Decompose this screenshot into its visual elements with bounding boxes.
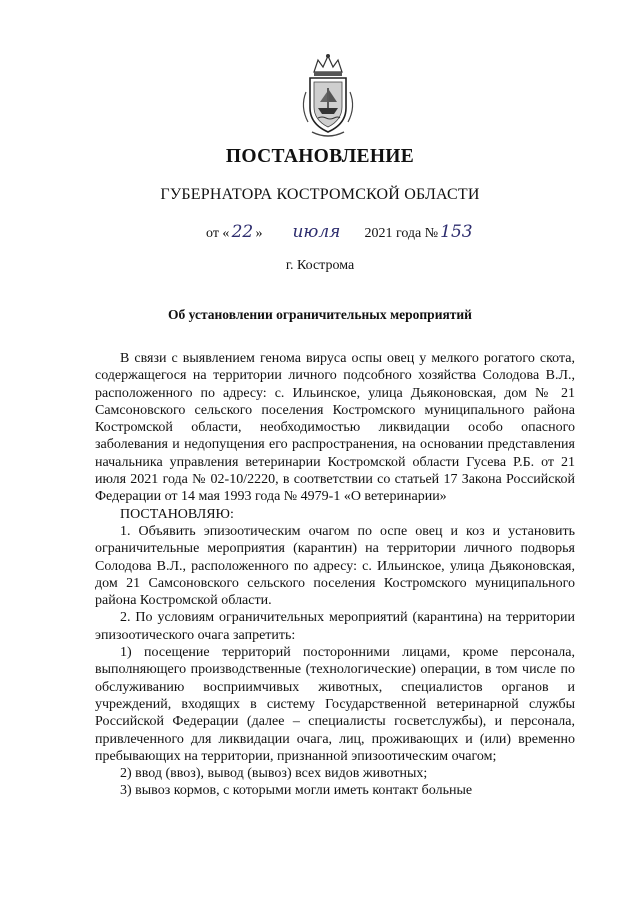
document-number-handwritten: 153	[440, 222, 473, 242]
date-prefix: от «	[206, 226, 230, 241]
date-year-text: 2021 года №	[364, 226, 439, 241]
document-date-line	[206, 222, 473, 242]
date-month-handwritten: июля	[292, 222, 341, 242]
subclause-1-paragraph: 1) посещение территорий посторонними лицами, кроме персонала, выполняющего производственные (технологические) операции, в том числе по обслуживанию восприимчивых животных, специалистов органов и учреждений, входящих в систему Государственной ветеринарной службы Российской Федерации (далее – специалисты госветслужбы), и персонала, привлеченного для ликвидации очага, лиц, проживающих и (или) временно пребывающих на территории, признанной эпизоотическим очагом;	[95, 645, 575, 764]
document-city: г. Кострома	[285, 258, 355, 273]
clause-2-paragraph: 2. По условиям ограничительных мероприятий (карантина) на территории эпизоотического очага запретить:	[95, 610, 575, 643]
document-subtitle: ГУБЕРНАТОРА КОСТРОМСКОЙ ОБЛАСТИ	[160, 186, 480, 203]
coat-of-arms-emblem	[296, 52, 360, 142]
decree-word: ПОСТАНОВЛЯЮ:	[120, 506, 234, 522]
preamble-paragraph: В связи с выявлением генома вируса оспы овец у мелкого рогатого скота, содержащегося на территории личного подсобного хозяйства Солодова В.Л., расположенного по адресу: с. Ильинское, улица Дьяконовская, дом № 21 Самсоновского сельского поселения Костромского муниципального района Костромской области, необходимостью ликвидации особо опасного заболевания и недопущения его распространения, на основании представления начальника управления ветеринарии Костромской области Гусева Р.Б. от 21 июля 2021 года № 02-10/2220, в соответствии со статьей 17 Закона Российской Федерации от 14 мая 1993 года № 4979-1 «О ветеринарии»	[95, 351, 575, 505]
document-heading: Об установлении ограничительных мероприятий	[168, 307, 472, 322]
date-day-suffix: »	[255, 226, 263, 241]
subclause-2-paragraph: 2) ввод (ввоз), вывод (вывоз) всех видов животных;	[120, 766, 428, 782]
document-title: ПОСТАНОВЛЕНИЕ	[225, 146, 415, 167]
date-day-handwritten: 22	[231, 222, 254, 242]
clause-1-paragraph: 1. Объявить эпизоотическим очагом по оспе овец и коз и установить ограничительные мероприятия (карантин) на территории личного подворья Солодова В.Л., расположенного по адресу: с. Ильинское, улица Дьяконовская, дом 21 Самсоновского сельского поселения Костромского муниципального района Костромской области.	[95, 523, 575, 609]
subclause-3-paragraph: 3) вывоз кормов, с которыми могли иметь контакт больные	[120, 783, 473, 799]
document-body	[95, 350, 575, 800]
